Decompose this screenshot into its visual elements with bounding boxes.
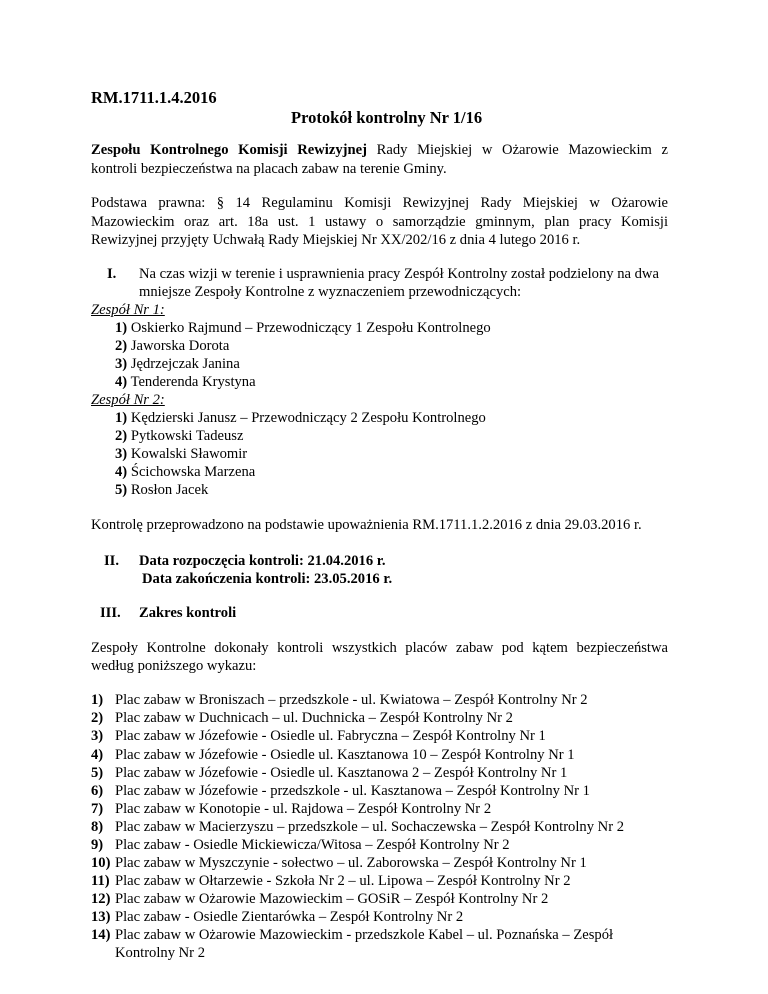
list-item: 9) Plac zabaw - Osiedle Mickiewicza/Witosa – Zespół Kontrolny Nr 2 [91,837,510,853]
intro-line-1 [91,142,668,159]
list-item: 14) Plac zabaw w Ożarowie Mazowieckim - przedszkole Kabel – ul. Poznańska – Zespół [91,927,614,943]
legal-basis-line-1: Podstawa prawna: § 14 Regulaminu Komisji Rewizyjnej Rady Miejskiej w Ożarowie [91,195,668,211]
list-item: 2) Plac zabaw w Duchnicach – ul. Duchnicka – Zespół Kontrolny Nr 2 [91,710,513,726]
list-item: 6) Plac zabaw w Józefowie - przedszkole - ul. Kasztanowa – Zespół Kontrolny Nr 1 [91,783,590,799]
list-item: 3) Plac zabaw w Józefowie - Osiedle ul. Fabryczna – Zespół Kontrolny Nr 1 [91,728,546,744]
list-item: 10) Plac zabaw w Myszczynie - sołectwo – ul. Zaborowska – Zespół Kontrolny Nr 1 [91,855,587,871]
intro-line-2: kontroli bezpieczeństwa na placach zabaw na terenie Gminy. [91,161,447,177]
scope-line-1: Zespoły Kontrolne dokonały kontroli wszystkich placów zabaw pod kątem bezpieczeństwa [91,640,668,656]
list-item: 3) Kowalski Sławomir [115,446,248,462]
intro-rest: Rady Miejskiej w Ożarowie Mazowieckim z [376,142,668,158]
section-3-numeral: III. [100,605,121,621]
section-2-numeral: II. [104,553,120,569]
team-2-label: Zespół Nr 2: [91,392,165,408]
list-item: 7) Plac zabaw w Konotopie - ul. Rajdowa – Zespół Kontrolny Nr 2 [91,801,492,817]
list-item: 4) Plac zabaw w Józefowie - Osiedle ul. Kasztanowa 10 – Zespół Kontrolny Nr 1 [91,747,575,763]
list-item: 1) Kędzierski Janusz – Przewodniczący 2 Zespołu Kontrolnego [115,410,486,426]
list-item: 12) Plac zabaw w Ożarowie Mazowieckim – GOSiR – Zespół Kontrolny Nr 2 [91,891,549,907]
section-1-numeral: I. [107,266,117,282]
list-item: 1) Plac zabaw w Broniszach – przedszkole - ul. Kwiatowa – Zespół Kontrolny Nr 2 [91,692,588,708]
section-3-title: Zakres kontroli [139,605,237,621]
section-1-line-2: mniejsze Zespoły Kontrolne z wyznaczeniem przewodniczących: [139,284,522,300]
scope-line-2: według poniższego wykazu: [91,658,257,674]
legal-basis-line-3: Rewizyjnej przyjęty Uchwałą Rady Miejskiej Nr XX/202/16 z dnia 4 lutego 2016 r. [91,232,581,248]
intro-bold: Zespołu Kontrolnego Komisji Rewizyjnej [91,142,367,158]
authorization-text: Kontrolę przeprowadzono na podstawie upoważnienia RM.1711.1.2.2016 z dnia 29.03.2016 r. [91,517,642,533]
list-item: 5) Rosłon Jacek [115,482,209,498]
list-item: 11) Plac zabaw w Ołtarzewie - Szkoła Nr 2 – ul. Lipowa – Zespół Kontrolny Nr 2 [91,873,571,889]
list-item-continuation: Kontrolny Nr 2 [115,945,205,961]
list-item: 13) Plac zabaw - Osiedle Zientarówka – Zespół Kontrolny Nr 2 [91,909,464,925]
list-item: 5) Plac zabaw w Józefowie - Osiedle ul. Kasztanowa 2 – Zespół Kontrolny Nr 1 [91,765,568,781]
list-item: 3) Jędrzejczak Janina [115,356,240,372]
end-date: Data zakończenia kontroli: 23.05.2016 r. [142,571,393,587]
list-item: 8) Plac zabaw w Macierzyszu – przedszkole – ul. Sochaczewska – Zespół Kontrolny Nr 2 [91,819,624,835]
section-1-line-1: Na czas wizji w terenie i usprawnienia pracy Zespół Kontrolny został podzielony na dwa [139,266,659,282]
list-item: 4) Ścichowska Marzena [115,464,256,480]
page-title: Protokół kontrolny Nr 1/16 [291,108,483,127]
document-reference: RM.1711.1.4.2016 [91,88,217,107]
list-item: 4) Tenderenda Krystyna [115,374,256,390]
list-item: 1) Oskierko Rajmund – Przewodniczący 1 Zespołu Kontrolnego [115,320,491,336]
list-item: 2) Jaworska Dorota [115,338,230,354]
list-item: 2) Pytkowski Tadeusz [115,428,244,444]
start-date: Data rozpoczęcia kontroli: 21.04.2016 r. [139,553,386,569]
legal-basis-line-2: Mazowieckim oraz art. 18a ust. 1 ustawy o samorządzie gminnym, plan pracy Komisji [91,214,668,230]
team-1-label: Zespół Nr 1: [91,302,165,318]
